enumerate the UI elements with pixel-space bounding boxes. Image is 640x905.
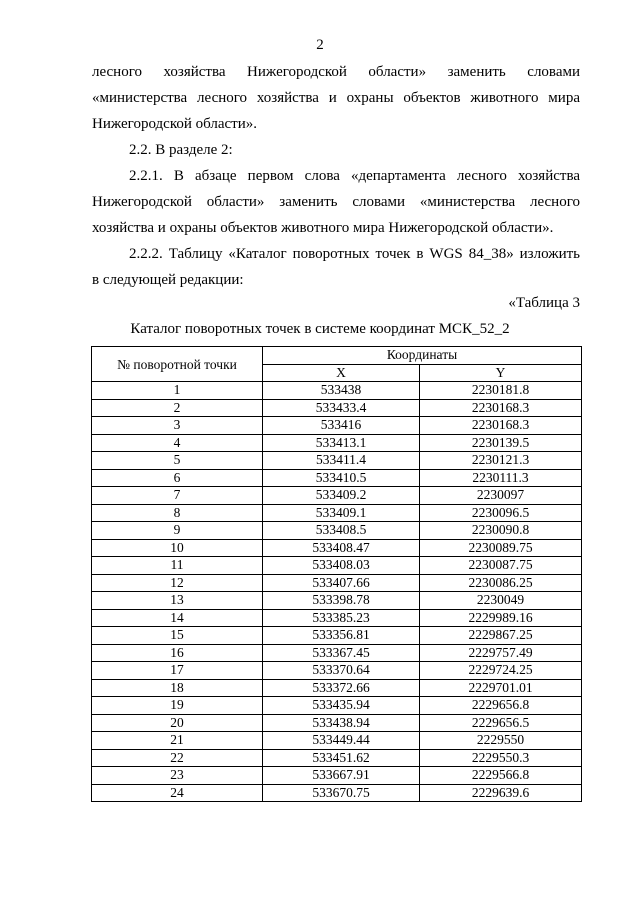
paragraph-continuation	[92, 59, 580, 137]
cell-y: 2230121.3	[420, 452, 582, 470]
cell-x: 533372.66	[263, 679, 420, 697]
cell-y: 2230089.75	[420, 539, 582, 557]
cell-y: 2229639.6	[420, 784, 582, 802]
table-row	[92, 522, 582, 540]
coordinates-table	[91, 346, 582, 802]
cell-x: 533449.44	[263, 732, 420, 750]
cell-y: 2230168.3	[420, 399, 582, 417]
cell-point-number: 7	[92, 487, 263, 505]
cell-point-number: 23	[92, 767, 263, 785]
cell-x: 533438	[263, 382, 420, 400]
cell-y: 2230181.8	[420, 382, 582, 400]
cell-point-number: 4	[92, 434, 263, 452]
cell-y: 2230086.25	[420, 574, 582, 592]
cell-x: 533416	[263, 417, 420, 435]
cell-y: 2229867.25	[420, 627, 582, 645]
cell-y: 2230090.8	[420, 522, 582, 540]
cell-point-number: 24	[92, 784, 263, 802]
cell-point-number: 12	[92, 574, 263, 592]
cell-y: 2230168.3	[420, 417, 582, 435]
header-coordinates: Координаты	[263, 347, 582, 365]
cell-y: 2229566.8	[420, 767, 582, 785]
cell-y: 2229656.5	[420, 714, 582, 732]
header-y: Y	[420, 364, 582, 382]
table-row	[92, 592, 582, 610]
cell-point-number: 5	[92, 452, 263, 470]
paragraph-line: 2.2.1. В абзаце первом слова «департамента лесного хозяйства	[129, 168, 580, 184]
table-row	[92, 539, 582, 557]
table-row	[92, 504, 582, 522]
paragraph-2-2-2	[92, 241, 580, 293]
cell-y: 2229989.16	[420, 609, 582, 627]
cell-point-number: 14	[92, 609, 263, 627]
cell-x: 533451.62	[263, 749, 420, 767]
table-row	[92, 784, 582, 802]
cell-point-number: 19	[92, 697, 263, 715]
cell-x: 533410.5	[263, 469, 420, 487]
cell-y: 2229724.25	[420, 662, 582, 680]
cell-x: 533411.4	[263, 452, 420, 470]
table-body	[92, 382, 582, 802]
paragraph-line: хозяйства и охраны объектов животного мира Нижегородской области».	[92, 220, 554, 236]
table-row	[92, 399, 582, 417]
cell-point-number: 18	[92, 679, 263, 697]
table-row	[92, 382, 582, 400]
table-row	[92, 609, 582, 627]
cell-y: 2230097	[420, 487, 582, 505]
cell-point-number: 13	[92, 592, 263, 610]
cell-point-number: 1	[92, 382, 263, 400]
table-row	[92, 557, 582, 575]
table-row	[92, 697, 582, 715]
cell-point-number: 15	[92, 627, 263, 645]
cell-x: 533408.03	[263, 557, 420, 575]
page-number: 2	[316, 37, 324, 53]
cell-x: 533435.94	[263, 697, 420, 715]
table-row	[92, 487, 582, 505]
cell-point-number: 22	[92, 749, 263, 767]
cell-y: 2230049	[420, 592, 582, 610]
cell-point-number: 9	[92, 522, 263, 540]
cell-x: 533433.4	[263, 399, 420, 417]
paragraph-line: лесного хозяйства Нижегородской области» заменить словами	[92, 64, 580, 80]
cell-point-number: 16	[92, 644, 263, 662]
cell-x: 533413.1	[263, 434, 420, 452]
cell-y: 2230111.3	[420, 469, 582, 487]
table-row	[92, 417, 582, 435]
cell-y: 2229656.8	[420, 697, 582, 715]
paragraph-line: «министерства лесного хозяйства и охраны объектов животного мира	[92, 90, 580, 106]
table-row	[92, 767, 582, 785]
cell-point-number: 10	[92, 539, 263, 557]
header-x: X	[263, 364, 420, 382]
cell-y: 2229550.3	[420, 749, 582, 767]
table-row	[92, 469, 582, 487]
cell-x: 533398.78	[263, 592, 420, 610]
paragraph-2-2-1	[92, 163, 580, 241]
cell-y: 2229757.49	[420, 644, 582, 662]
table-row	[92, 452, 582, 470]
paragraph-line: 2.2. В разделе 2:	[129, 142, 233, 158]
cell-y: 2230139.5	[420, 434, 582, 452]
cell-point-number: 2	[92, 399, 263, 417]
cell-x: 533367.45	[263, 644, 420, 662]
cell-point-number: 17	[92, 662, 263, 680]
cell-y: 2230096.5	[420, 504, 582, 522]
table-row	[92, 574, 582, 592]
cell-x: 533438.94	[263, 714, 420, 732]
paragraph-line: Нижегородской области».	[92, 116, 258, 132]
cell-x: 533356.81	[263, 627, 420, 645]
table-row	[92, 644, 582, 662]
table-row	[92, 662, 582, 680]
cell-y: 2230087.75	[420, 557, 582, 575]
cell-x: 533409.1	[263, 504, 420, 522]
table-row	[92, 627, 582, 645]
cell-point-number: 11	[92, 557, 263, 575]
cell-x: 533408.47	[263, 539, 420, 557]
cell-point-number: 21	[92, 732, 263, 750]
header-point-number: № поворотной точки	[92, 347, 263, 382]
cell-x: 533670.75	[263, 784, 420, 802]
table-row	[92, 732, 582, 750]
cell-x: 533370.64	[263, 662, 420, 680]
cell-x: 533408.5	[263, 522, 420, 540]
cell-y: 2229550	[420, 732, 582, 750]
paragraph-line: 2.2.2. Таблицу «Каталог поворотных точек в WGS 84_38» изложить	[129, 246, 580, 262]
cell-point-number: 8	[92, 504, 263, 522]
paragraph-section-2	[92, 137, 580, 163]
cell-y: 2229701.01	[420, 679, 582, 697]
table-row	[92, 434, 582, 452]
cell-x: 533407.66	[263, 574, 420, 592]
cell-x: 533409.2	[263, 487, 420, 505]
table-label: «Таблица 3	[508, 295, 580, 311]
table-row	[92, 714, 582, 732]
paragraph-line: в следующей редакции:	[92, 272, 244, 288]
table-row	[92, 679, 582, 697]
table-caption: Каталог поворотных точек в системе координат МСК_52_2	[130, 321, 510, 337]
table-header-row	[92, 347, 582, 365]
cell-point-number: 6	[92, 469, 263, 487]
cell-x: 533667.91	[263, 767, 420, 785]
table-row	[92, 749, 582, 767]
cell-point-number: 3	[92, 417, 263, 435]
paragraph-line: Нижегородской области» заменить словами «министерства лесного	[92, 194, 580, 210]
cell-point-number: 20	[92, 714, 263, 732]
cell-x: 533385.23	[263, 609, 420, 627]
